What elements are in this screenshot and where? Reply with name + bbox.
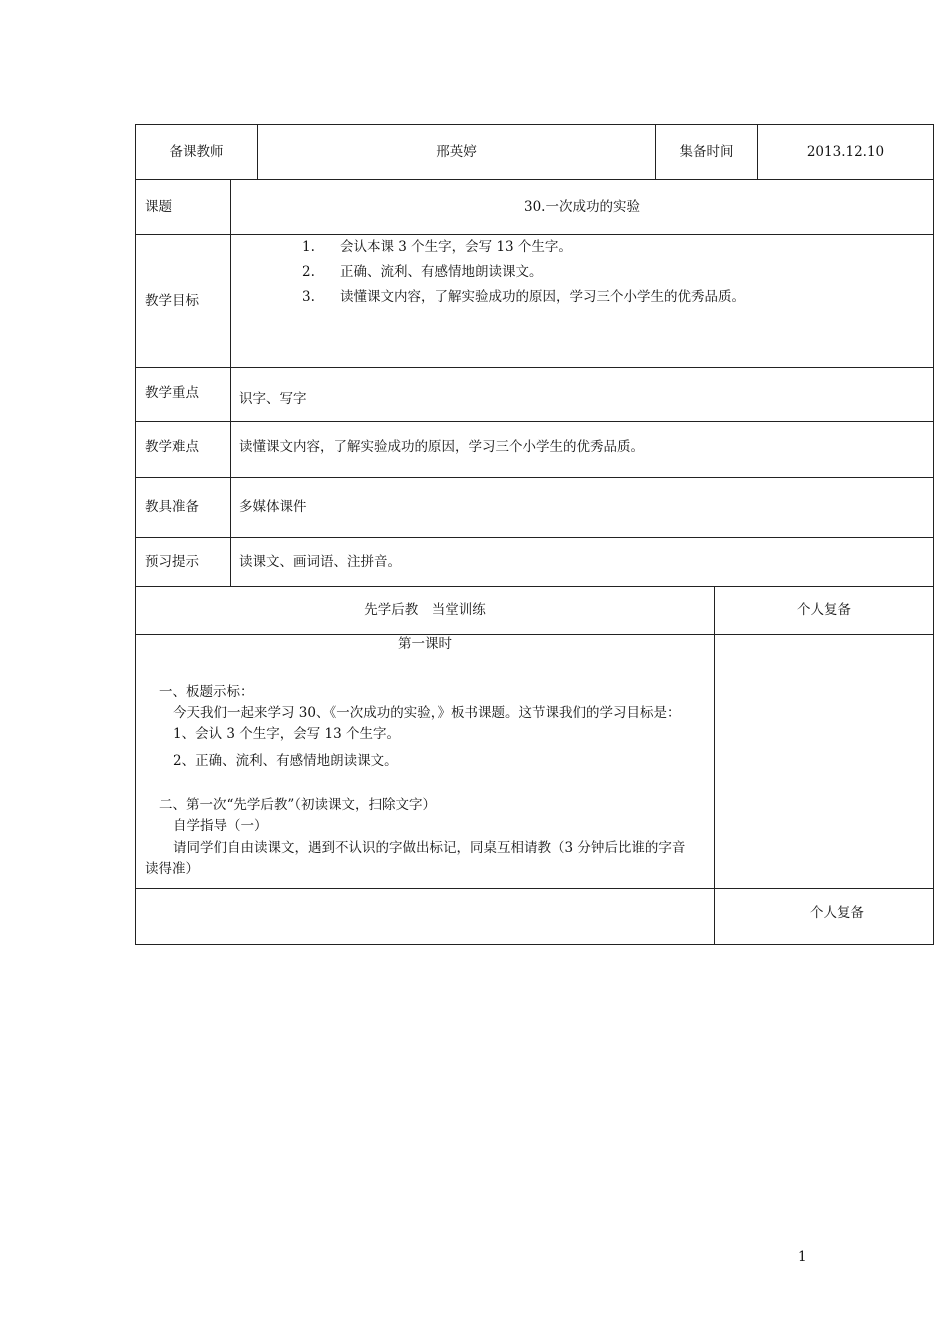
teacher-name: 邢英婷	[436, 144, 477, 160]
table-border	[135, 124, 136, 945]
table-border	[135, 234, 934, 235]
table-border	[135, 888, 934, 889]
key-points-value: 识字、写字	[239, 391, 307, 407]
lesson-period-title: 第一课时	[398, 636, 452, 652]
objective-text: 会认本课 3 个生字，会写 13 个生字。	[340, 239, 572, 255]
table-border	[135, 477, 934, 478]
preview-label: 预习提示	[145, 554, 199, 570]
table-border	[135, 124, 934, 125]
objective-number: 2.	[302, 264, 315, 280]
table-border	[135, 537, 934, 538]
table-border	[714, 586, 715, 944]
goal-item: 1、会认 3 个生字，会写 13 个生字。	[173, 726, 401, 742]
difficulties-value: 读懂课文内容，了解实验成功的原因，学习三个小学生的优秀品质。	[239, 439, 644, 455]
section-title: 先学后教 当堂训练	[364, 602, 486, 618]
objective-number: 3.	[302, 289, 315, 305]
objective-number: 1.	[302, 239, 315, 255]
guide-title: 自学指导（一）	[173, 818, 268, 834]
table-border	[135, 586, 934, 587]
personal-revision-header: 个人复备	[797, 602, 851, 618]
materials-label: 教具准备	[145, 499, 199, 515]
materials-value: 多媒体课件	[239, 499, 307, 515]
guide-text: 请同学们自由读课文，遇到不认识的字做出标记，同桌互相请教（3 分钟后比谁的字音	[173, 840, 686, 856]
preview-value: 读课文、画词语、注拼音。	[239, 554, 401, 570]
table-border	[933, 124, 934, 945]
guide-text: 读得准）	[145, 861, 199, 877]
table-border	[135, 179, 934, 180]
personal-revision-label: 个人复备	[810, 905, 864, 921]
teacher-label: 备课教师	[169, 144, 224, 160]
table-border	[135, 367, 934, 368]
table-border	[135, 944, 934, 945]
part1-intro: 今天我们一起来学习 30、《一次成功的实验，》板书课题。这节课我们的学习目标是：	[173, 705, 681, 721]
prep-time-value: 2013.12.10	[806, 144, 885, 160]
objective-text: 正确、流利、有感情地朗读课文。	[340, 264, 543, 280]
objectives-label: 教学目标	[145, 293, 199, 309]
part1-heading: 一、板题示标：	[159, 684, 254, 700]
page-number: 1	[798, 1249, 807, 1265]
topic-label: 课题	[145, 199, 172, 215]
difficulties-label: 教学难点	[145, 439, 199, 455]
goal-item: 2、正确、流利、有感情地朗读课文。	[173, 753, 398, 769]
prep-time-label: 集备时间	[679, 144, 734, 160]
key-points-label: 教学重点	[145, 385, 199, 401]
topic-value: 30.一次成功的实验	[524, 199, 640, 215]
table-border	[230, 179, 231, 586]
objective-text: 读懂课文内容，了解实验成功的原因，学习三个小学生的优秀品质。	[340, 289, 745, 305]
table-border	[135, 421, 934, 422]
part2-heading: 二、第一次“先学后教”（初读课文，扫除文字）	[159, 797, 437, 813]
